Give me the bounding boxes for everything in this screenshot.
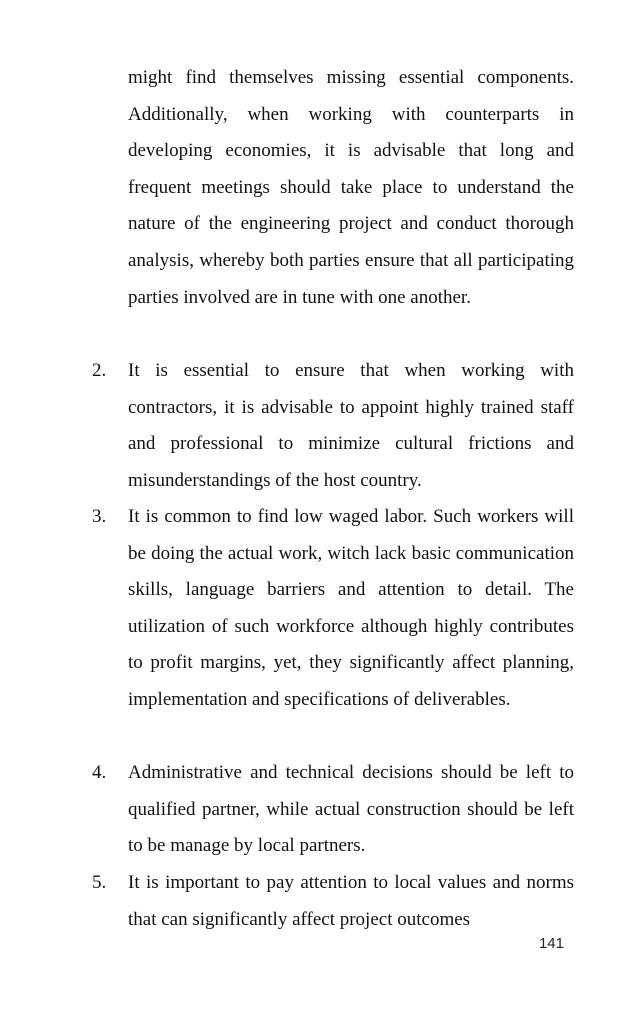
- list-item-text: It is important to pay attention to local values and norms that can significantly affect project outcomes: [128, 872, 574, 930]
- page-number: 141: [538, 935, 564, 952]
- list-number: 3.: [92, 506, 107, 527]
- list-item-text: It is common to find low waged labor. Such workers will be doing the actual work, witch lack basic communication skills, language barriers and attention to detail. The utilization of such workforce although highly contributes to profit margins, yet, they significantly affect planning, implementation and specifications of deliverables.: [128, 506, 574, 710]
- list-item-text: It is essential to ensure that when working with contractors, it is advisable to appoint highly trained staff and professional to minimize cultural frictions and misunderstandings of the host country.: [128, 360, 574, 491]
- list-item-text: Administrative and technical decisions should be left to qualified partner, while actual construction should be left to be manage by local partners.: [128, 762, 574, 857]
- list-number: 5.: [92, 872, 107, 893]
- continuation-paragraph: might find themselves missing essential components. Additionally, when working with counterparts in developing economies, it is advisable that long and frequent meetings should take place to understand the nature of the engineering project and conduct thorough analysis, whereby both parties ensure that all participating parties involved are in tune with one another.: [128, 67, 574, 308]
- list-number: 4.: [92, 762, 107, 783]
- list-number: 2.: [92, 360, 107, 381]
